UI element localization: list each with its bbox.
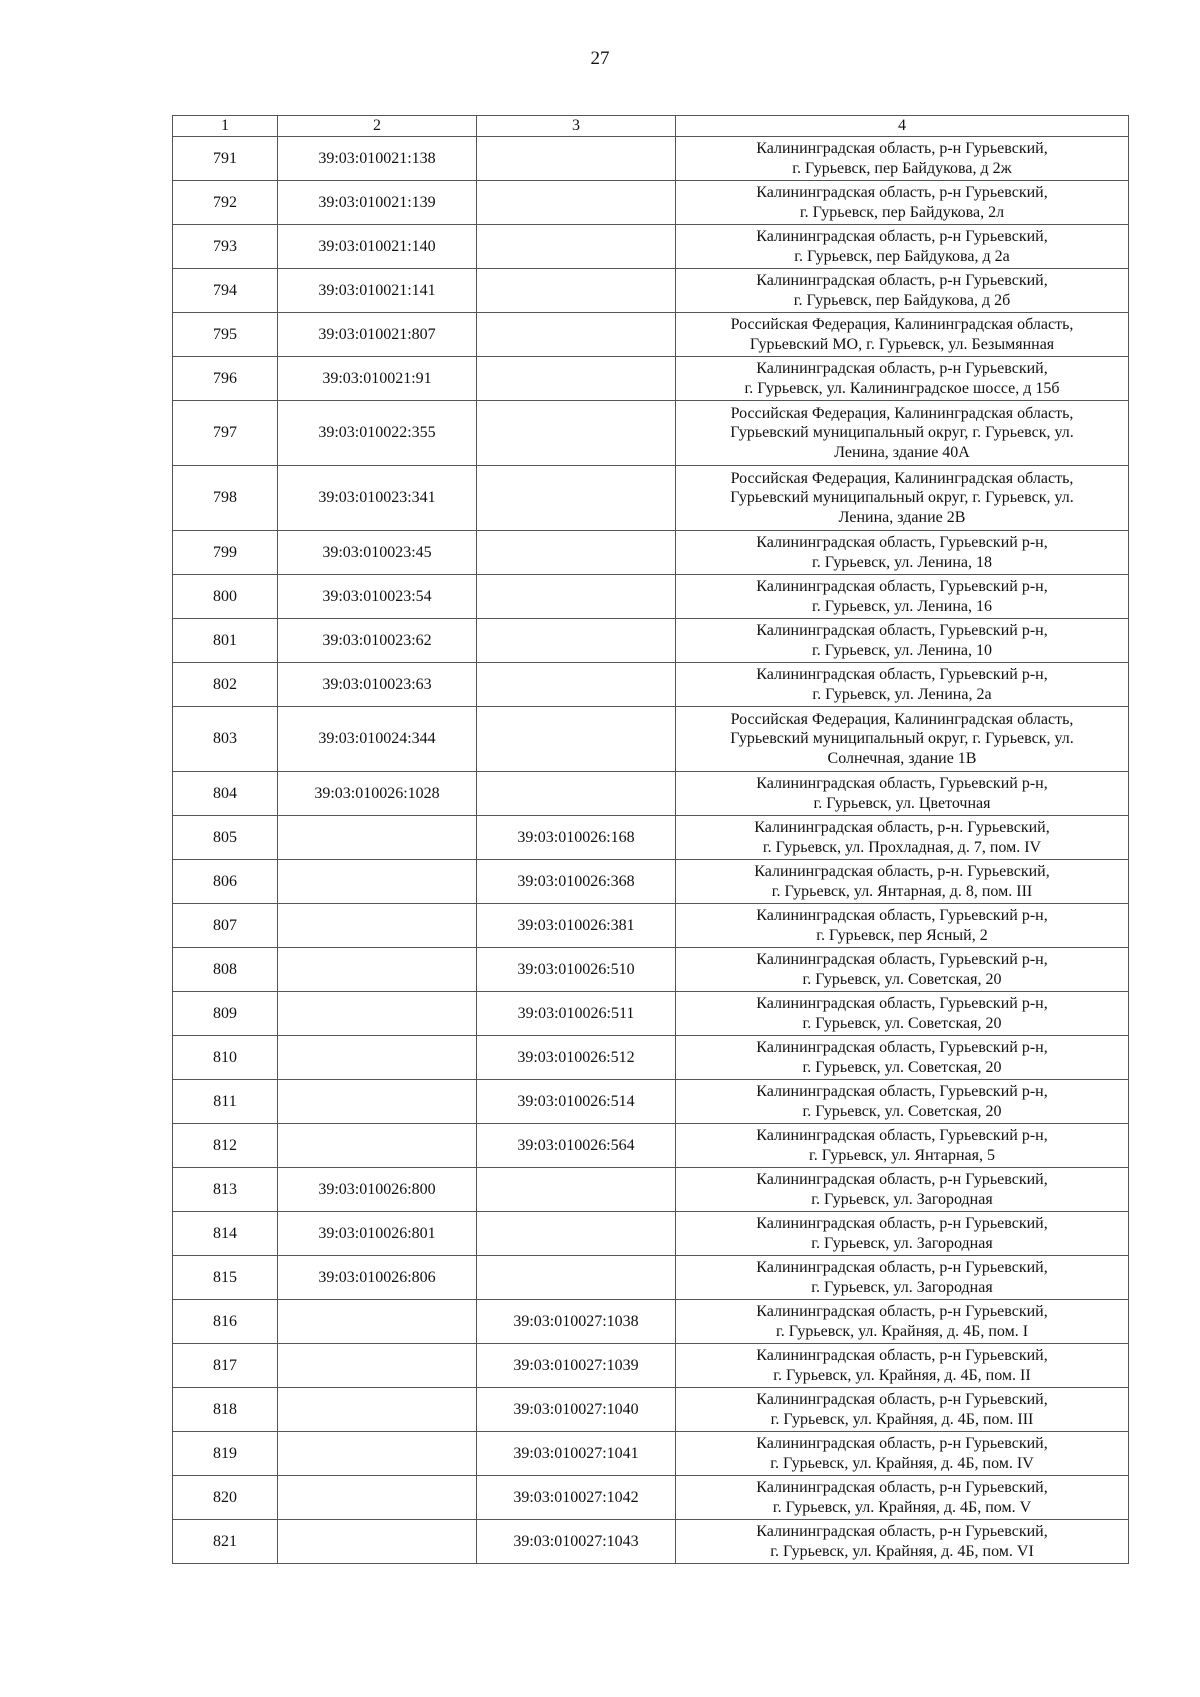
building-cadastral-cell bbox=[477, 707, 676, 772]
building-cadastral-cell: 39:03:010026:564 bbox=[477, 1124, 676, 1168]
building-cadastral-cell: 39:03:010027:1039 bbox=[477, 1344, 676, 1388]
building-cadastral-cell: 39:03:010026:510 bbox=[477, 948, 676, 992]
land-cadastral-cell bbox=[278, 1036, 477, 1080]
address-cell: Калининградская область, Гурьевский р-н, г. Гурьевск, ул. Советская, 20 bbox=[676, 992, 1129, 1036]
table-row bbox=[173, 225, 1129, 269]
header-row bbox=[173, 116, 1129, 137]
building-cadastral-cell bbox=[477, 772, 676, 816]
row-number-cell: 813 bbox=[173, 1168, 278, 1212]
table-body bbox=[173, 137, 1129, 1564]
row-number-cell: 808 bbox=[173, 948, 278, 992]
row-number-cell: 793 bbox=[173, 225, 278, 269]
table-row bbox=[173, 707, 1129, 772]
address-cell: Калининградская область, Гурьевский р-н, г. Гурьевск, ул. Ленина, 10 bbox=[676, 619, 1129, 663]
building-cadastral-cell: 39:03:010026:511 bbox=[477, 992, 676, 1036]
table-row bbox=[173, 181, 1129, 225]
address-cell: Калининградская область, Гурьевский р-н, г. Гурьевск, ул. Цветочная bbox=[676, 772, 1129, 816]
building-cadastral-cell: 39:03:010027:1043 bbox=[477, 1520, 676, 1564]
building-cadastral-cell: 39:03:010026:512 bbox=[477, 1036, 676, 1080]
building-cadastral-cell bbox=[477, 1168, 676, 1212]
land-cadastral-cell bbox=[278, 1520, 477, 1564]
building-cadastral-cell: 39:03:010027:1038 bbox=[477, 1300, 676, 1344]
address-cell: Калининградская область, р-н. Гурьевский, г. Гурьевск, ул. Янтарная, д. 8, пом. III bbox=[676, 860, 1129, 904]
column-header-1: 1 bbox=[173, 116, 278, 137]
building-cadastral-cell: 39:03:010026:168 bbox=[477, 816, 676, 860]
land-cadastral-cell: 39:03:010026:1028 bbox=[278, 772, 477, 816]
address-cell: Калининградская область, Гурьевский р-н, г. Гурьевск, ул. Ленина, 16 bbox=[676, 575, 1129, 619]
building-cadastral-cell bbox=[477, 181, 676, 225]
address-cell: Калининградская область, р-н Гурьевский, г. Гурьевск, ул. Крайняя, д. 4Б, пом. II bbox=[676, 1344, 1129, 1388]
address-cell: Калининградская область, р-н Гурьевский, г. Гурьевск, пер Байдукова, д 2а bbox=[676, 225, 1129, 269]
land-cadastral-cell bbox=[278, 1476, 477, 1520]
row-number-cell: 814 bbox=[173, 1212, 278, 1256]
table-row bbox=[173, 137, 1129, 181]
address-cell: Калининградская область, р-н Гурьевский, г. Гурьевск, ул. Загородная bbox=[676, 1168, 1129, 1212]
row-number-cell: 796 bbox=[173, 357, 278, 401]
address-cell: Калининградская область, Гурьевский р-н, г. Гурьевск, ул. Советская, 20 bbox=[676, 1036, 1129, 1080]
table-row bbox=[173, 1520, 1129, 1564]
address-cell: Калининградская область, р-н Гурьевский, г. Гурьевск, ул. Загородная bbox=[676, 1256, 1129, 1300]
land-cadastral-cell bbox=[278, 816, 477, 860]
row-number-cell: 804 bbox=[173, 772, 278, 816]
building-cadastral-cell bbox=[477, 619, 676, 663]
table-row bbox=[173, 860, 1129, 904]
row-number-cell: 810 bbox=[173, 1036, 278, 1080]
land-cadastral-cell: 39:03:010022:355 bbox=[278, 401, 477, 466]
land-cadastral-cell bbox=[278, 992, 477, 1036]
table-row bbox=[173, 904, 1129, 948]
land-cadastral-cell bbox=[278, 1124, 477, 1168]
table-header bbox=[173, 116, 1129, 137]
table-row bbox=[173, 1432, 1129, 1476]
address-cell: Калининградская область, р-н Гурьевский, г. Гурьевск, ул. Крайняя, д. 4Б, пом. V bbox=[676, 1476, 1129, 1520]
row-number-cell: 806 bbox=[173, 860, 278, 904]
page-number: 27 bbox=[590, 48, 610, 69]
address-cell: Калининградская область, Гурьевский р-н, г. Гурьевск, ул. Советская, 20 bbox=[676, 948, 1129, 992]
building-cadastral-cell bbox=[477, 137, 676, 181]
address-cell: Российская Федерация, Калининградская область, Гурьевский муниципальный округ, г. Гурьевск, ул. Солнечная, здание 1В bbox=[676, 707, 1129, 772]
address-cell: Калининградская область, р-н. Гурьевский, г. Гурьевск, ул. Прохладная, д. 7, пом. IV bbox=[676, 816, 1129, 860]
table-row bbox=[173, 992, 1129, 1036]
row-number-cell: 800 bbox=[173, 575, 278, 619]
land-cadastral-cell bbox=[278, 1432, 477, 1476]
building-cadastral-cell bbox=[477, 531, 676, 575]
row-number-cell: 807 bbox=[173, 904, 278, 948]
column-header-3: 3 bbox=[477, 116, 676, 137]
table-row bbox=[173, 466, 1129, 531]
land-cadastral-cell: 39:03:010021:91 bbox=[278, 357, 477, 401]
building-cadastral-cell bbox=[477, 401, 676, 466]
table-row bbox=[173, 816, 1129, 860]
address-cell: Калининградская область, р-н Гурьевский, г. Гурьевск, пер Байдукова, д 2ж bbox=[676, 137, 1129, 181]
building-cadastral-cell: 39:03:010027:1042 bbox=[477, 1476, 676, 1520]
building-cadastral-cell bbox=[477, 575, 676, 619]
land-cadastral-cell: 39:03:010026:806 bbox=[278, 1256, 477, 1300]
building-cadastral-cell bbox=[477, 313, 676, 357]
address-cell: Калининградская область, р-н Гурьевский, г. Гурьевск, ул. Крайняя, д. 4Б, пом. IV bbox=[676, 1432, 1129, 1476]
row-number-cell: 797 bbox=[173, 401, 278, 466]
row-number-cell: 809 bbox=[173, 992, 278, 1036]
address-cell: Калининградская область, Гурьевский р-н, г. Гурьевск, ул. Янтарная, 5 bbox=[676, 1124, 1129, 1168]
address-cell: Калининградская область, Гурьевский р-н, г. Гурьевск, ул. Советская, 20 bbox=[676, 1080, 1129, 1124]
row-number-cell: 816 bbox=[173, 1300, 278, 1344]
address-cell: Калининградская область, р-н Гурьевский, г. Гурьевск, ул. Крайняя, д. 4Б, пом. I bbox=[676, 1300, 1129, 1344]
land-cadastral-cell: 39:03:010023:45 bbox=[278, 531, 477, 575]
row-number-cell: 794 bbox=[173, 269, 278, 313]
row-number-cell: 802 bbox=[173, 663, 278, 707]
registry-table bbox=[172, 115, 1129, 1564]
table-row bbox=[173, 948, 1129, 992]
row-number-cell: 801 bbox=[173, 619, 278, 663]
table-row bbox=[173, 1212, 1129, 1256]
land-cadastral-cell: 39:03:010026:800 bbox=[278, 1168, 477, 1212]
table-row bbox=[173, 1080, 1129, 1124]
table-row bbox=[173, 663, 1129, 707]
row-number-cell: 815 bbox=[173, 1256, 278, 1300]
land-cadastral-cell bbox=[278, 948, 477, 992]
table-row bbox=[173, 531, 1129, 575]
table-row bbox=[173, 1124, 1129, 1168]
land-cadastral-cell bbox=[278, 1080, 477, 1124]
address-cell: Калининградская область, р-н Гурьевский, г. Гурьевск, ул. Крайняя, д. 4Б, пом. VI bbox=[676, 1520, 1129, 1564]
address-cell: Калининградская область, р-н Гурьевский, г. Гурьевск, ул. Загородная bbox=[676, 1212, 1129, 1256]
row-number-cell: 803 bbox=[173, 707, 278, 772]
row-number-cell: 798 bbox=[173, 466, 278, 531]
row-number-cell: 817 bbox=[173, 1344, 278, 1388]
building-cadastral-cell bbox=[477, 1212, 676, 1256]
address-cell: Калининградская область, р-н Гурьевский, г. Гурьевск, пер Байдукова, 2л bbox=[676, 181, 1129, 225]
land-cadastral-cell bbox=[278, 1300, 477, 1344]
building-cadastral-cell bbox=[477, 269, 676, 313]
table-row bbox=[173, 1344, 1129, 1388]
land-cadastral-cell bbox=[278, 1388, 477, 1432]
row-number-cell: 792 bbox=[173, 181, 278, 225]
table-row bbox=[173, 1300, 1129, 1344]
table-row bbox=[173, 1388, 1129, 1432]
land-cadastral-cell: 39:03:010021:139 bbox=[278, 181, 477, 225]
land-cadastral-cell: 39:03:010021:138 bbox=[278, 137, 477, 181]
building-cadastral-cell bbox=[477, 225, 676, 269]
row-number-cell: 799 bbox=[173, 531, 278, 575]
land-cadastral-cell: 39:03:010023:54 bbox=[278, 575, 477, 619]
building-cadastral-cell: 39:03:010027:1041 bbox=[477, 1432, 676, 1476]
row-number-cell: 805 bbox=[173, 816, 278, 860]
land-cadastral-cell bbox=[278, 860, 477, 904]
table-row bbox=[173, 1476, 1129, 1520]
table-row bbox=[173, 575, 1129, 619]
row-number-cell: 791 bbox=[173, 137, 278, 181]
building-cadastral-cell: 39:03:010026:368 bbox=[477, 860, 676, 904]
table-row bbox=[173, 1168, 1129, 1212]
address-cell: Калининградская область, р-н Гурьевский, г. Гурьевск, ул. Калининградское шоссе, д 15б bbox=[676, 357, 1129, 401]
table-row bbox=[173, 619, 1129, 663]
land-cadastral-cell bbox=[278, 904, 477, 948]
table-row bbox=[173, 401, 1129, 466]
land-cadastral-cell: 39:03:010023:63 bbox=[278, 663, 477, 707]
column-header-2: 2 bbox=[278, 116, 477, 137]
row-number-cell: 821 bbox=[173, 1520, 278, 1564]
table-row bbox=[173, 269, 1129, 313]
land-cadastral-cell: 39:03:010023:62 bbox=[278, 619, 477, 663]
row-number-cell: 812 bbox=[173, 1124, 278, 1168]
address-cell: Российская Федерация, Калининградская область, Гурьевский МО, г. Гурьевск, ул. Безымянная bbox=[676, 313, 1129, 357]
table-row bbox=[173, 313, 1129, 357]
address-cell: Российская Федерация, Калининградская область, Гурьевский муниципальный округ, г. Гурьевск, ул. Ленина, здание 40А bbox=[676, 401, 1129, 466]
row-number-cell: 795 bbox=[173, 313, 278, 357]
column-header-4: 4 bbox=[676, 116, 1129, 137]
building-cadastral-cell bbox=[477, 663, 676, 707]
table-row bbox=[173, 772, 1129, 816]
building-cadastral-cell: 39:03:010026:514 bbox=[477, 1080, 676, 1124]
building-cadastral-cell: 39:03:010026:381 bbox=[477, 904, 676, 948]
row-number-cell: 811 bbox=[173, 1080, 278, 1124]
land-cadastral-cell: 39:03:010021:807 bbox=[278, 313, 477, 357]
table-row bbox=[173, 357, 1129, 401]
row-number-cell: 820 bbox=[173, 1476, 278, 1520]
building-cadastral-cell bbox=[477, 1256, 676, 1300]
address-cell: Калининградская область, р-н Гурьевский, г. Гурьевск, ул. Крайняя, д. 4Б, пом. III bbox=[676, 1388, 1129, 1432]
land-cadastral-cell bbox=[278, 1344, 477, 1388]
address-cell: Калининградская область, Гурьевский р-н, г. Гурьевск, пер Ясный, 2 bbox=[676, 904, 1129, 948]
land-cadastral-cell: 39:03:010026:801 bbox=[278, 1212, 477, 1256]
table-row bbox=[173, 1036, 1129, 1080]
building-cadastral-cell bbox=[477, 466, 676, 531]
land-cadastral-cell: 39:03:010024:344 bbox=[278, 707, 477, 772]
land-cadastral-cell: 39:03:010021:141 bbox=[278, 269, 477, 313]
address-cell: Калининградская область, Гурьевский р-н, г. Гурьевск, ул. Ленина, 18 bbox=[676, 531, 1129, 575]
address-cell: Калининградская область, Гурьевский р-н, г. Гурьевск, ул. Ленина, 2а bbox=[676, 663, 1129, 707]
land-cadastral-cell: 39:03:010023:341 bbox=[278, 466, 477, 531]
row-number-cell: 819 bbox=[173, 1432, 278, 1476]
table-row bbox=[173, 1256, 1129, 1300]
address-cell: Российская Федерация, Калининградская область, Гурьевский муниципальный округ, г. Гурьевск, ул. Ленина, здание 2В bbox=[676, 466, 1129, 531]
address-cell: Калининградская область, р-н Гурьевский, г. Гурьевск, пер Байдукова, д 2б bbox=[676, 269, 1129, 313]
row-number-cell: 818 bbox=[173, 1388, 278, 1432]
land-cadastral-cell: 39:03:010021:140 bbox=[278, 225, 477, 269]
building-cadastral-cell bbox=[477, 357, 676, 401]
building-cadastral-cell: 39:03:010027:1040 bbox=[477, 1388, 676, 1432]
